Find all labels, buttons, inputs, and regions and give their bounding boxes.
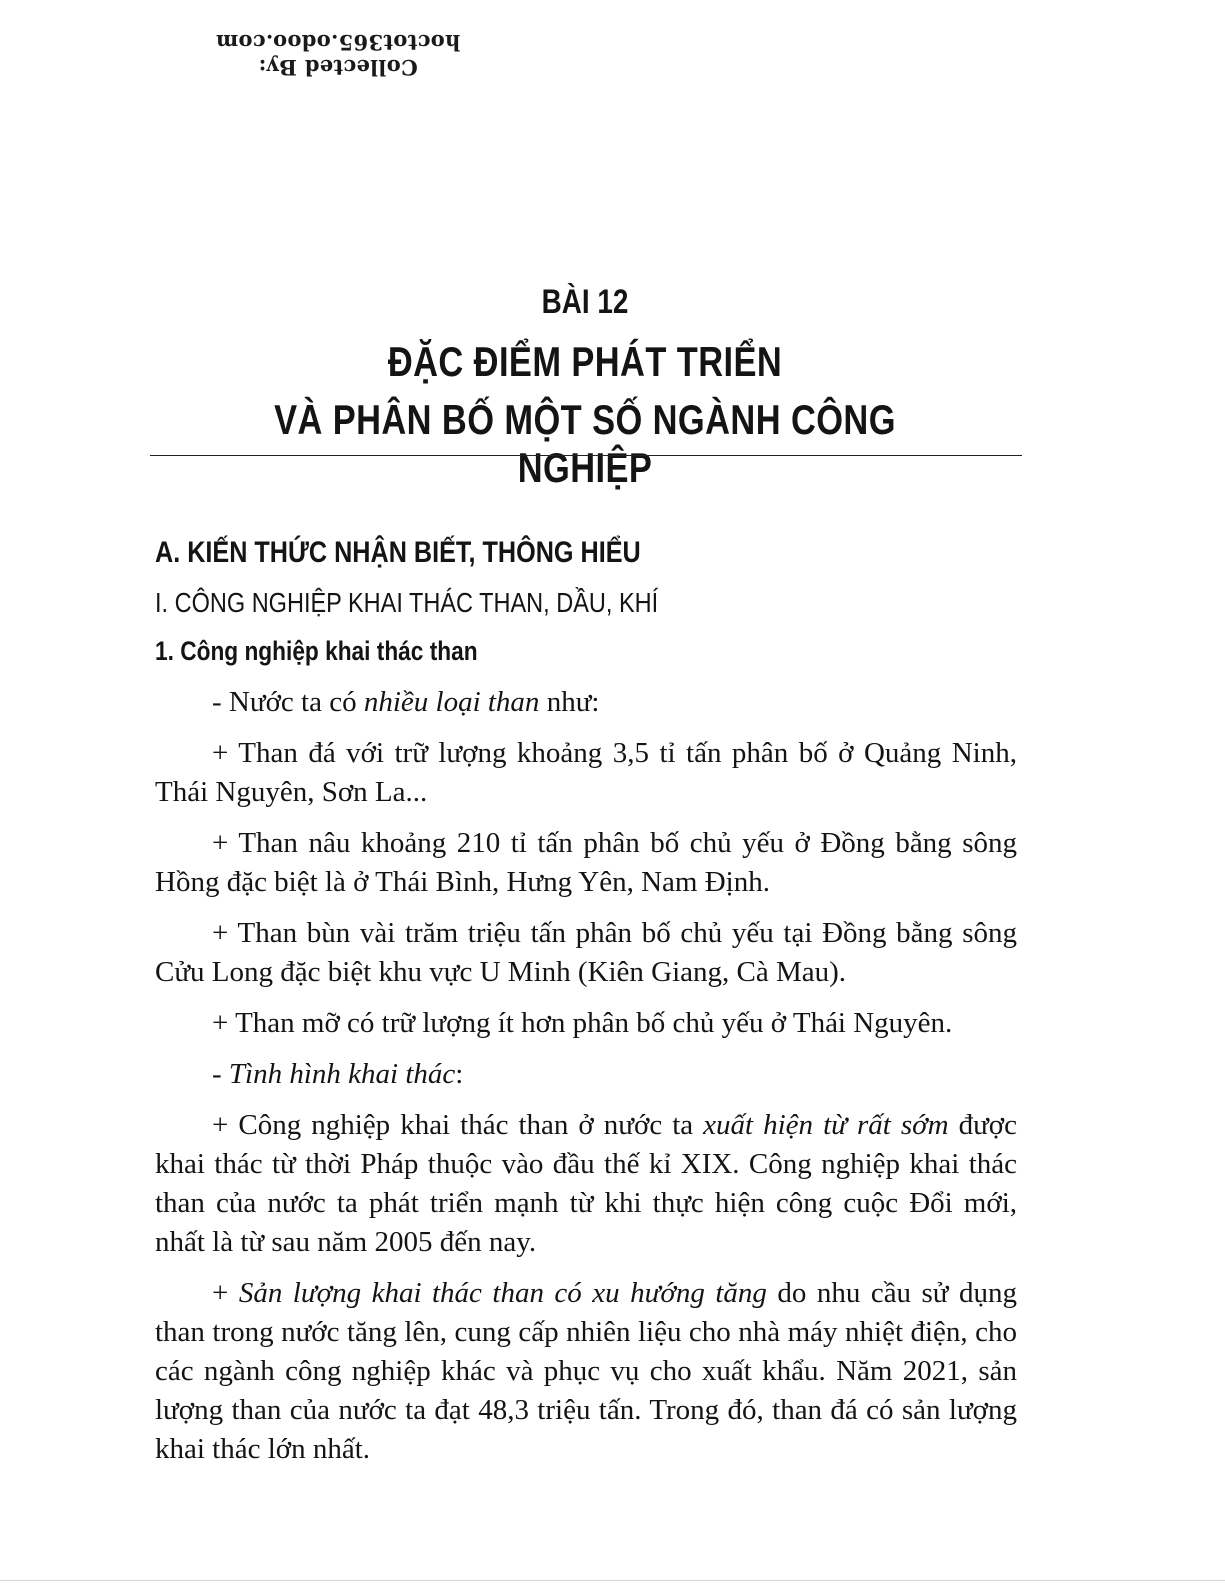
paragraph-mining-history: + Công nghiệp khai thác than ở nước ta xuất hiện từ rất sớm được khai thác từ thời Pháp thuộc vào đầu thế kỉ XIX. Công nghiệp khai thác than của nước ta phát triển mạnh từ khi thực hiện công cuộc Đổi mới, nhất là từ sau năm 2005 đến nay. [155, 1109, 1017, 1258]
collected-by-watermark: Collected By: hoctot365.odoo.com [215, 30, 461, 80]
section-a-heading: A. KIẾN THỨC NHẬN BIẾT, THÔNG HIỂU [155, 536, 641, 569]
lesson-title-line-1: ĐẶC ĐIỂM PHÁT TRIỂN [387, 338, 783, 385]
paragraph-output-trend: + Sản lượng khai thác than có xu hướng tăng do nhu cầu sử dụng than trong nước tăng lên, cung cấp nhiên liệu cho nhà máy nhiệt điện, cho các ngành công nghiệp khác và phục vụ cho xuất khẩu. Năm 2021, sản lượng than của nước ta đạt 48,3 triệu tấn. Trong đó, than đá có sản lượng khai thác lớn nhất. [155, 1277, 1017, 1465]
paragraph-mining-situation: - Tình hình khai thác: [212, 1058, 464, 1090]
paragraph-lignite: + Than nâu khoảng 210 tỉ tấn phân bố chủ yếu ở Đồng bằng sông Hồng đặc biệt là ở Thái Bình, Hưng Yên, Nam Định. [155, 827, 1017, 898]
paragraph-coking-coal: + Than mỡ có trữ lượng ít hơn phân bố chủ yếu ở Thái Nguyên. [212, 1007, 953, 1039]
subsection-1-heading: 1. Công nghiệp khai thác than [155, 636, 478, 666]
lesson-title-line-2: VÀ PHÂN BỐ MỘT SỐ NGÀNH CÔNG NGHIỆP [274, 396, 896, 491]
section-i-heading: I. CÔNG NGHIỆP KHAI THÁC THAN, DẦU, KHÍ [155, 587, 659, 618]
body-text [155, 683, 1017, 1481]
paragraph-coal-types-intro: - Nước ta có nhiều loại than như: [212, 686, 600, 718]
title-divider [150, 455, 1022, 456]
paragraph-peat: + Than bùn vài trăm triệu tấn phân bố chủ yếu tại Đồng bằng sông Cửu Long đặc biệt khu vực U Minh (Kiên Giang, Cà Mau). [155, 917, 1017, 988]
paragraph-anthracite: + Than đá với trữ lượng khoảng 3,5 tỉ tấn phân bố ở Quảng Ninh, Thái Nguyên, Sơn La... [155, 737, 1017, 808]
lesson-number: BÀI 12 [541, 283, 629, 321]
page-edge [0, 1580, 1225, 1581]
